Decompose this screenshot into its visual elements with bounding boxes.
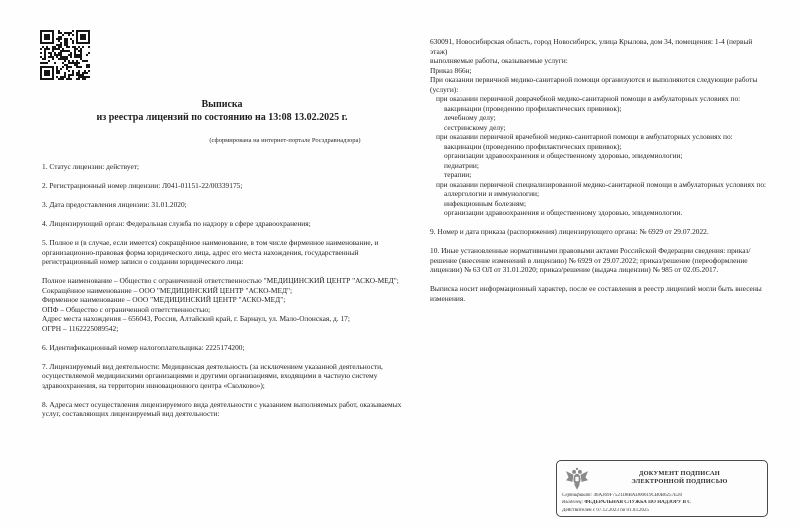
service-line: при оказании первичной доврачебной медико-санитарной помощи в амбулаторных условиях по: — [436, 94, 741, 103]
stamp-title-line1: ДОКУМЕНТ ПОДПИСАН — [639, 470, 720, 477]
owner-value: ФЕДЕРАЛЬНАЯ СЛУЖБА ПО НАДЗОРУ В С — [584, 500, 691, 506]
paragraph-grant-date: 3. Дата предоставления лицензии: 31.01.2020; — [42, 200, 187, 209]
service-line: организации здравоохранения и общественному здоровью, эпидемиологии. — [444, 208, 683, 217]
owner-label: Владелец: — [562, 500, 584, 506]
order-reference: Приказ 866н; — [430, 65, 472, 75]
left-column — [42, 162, 410, 428]
activity-address: 630091, Новосибирская область, город Новосибирск, улица Крылова, дом 34, помещения: 1-4 (первый этаж) — [430, 37, 753, 56]
certificate-label: Сертификат: — [562, 493, 593, 498]
service-line: при оказании первичной специализированной медико-санитарной помощи в амбулаторных условиях по: — [436, 179, 767, 189]
works-services-label: выполняемые работы, оказываемые услуги: — [430, 56, 568, 65]
paragraph-activity-type: 7. Лицензируемый вид деятельности: Медицинская деятельность (за исключением указанной деятельности, осуществляемой медицинскими организациями и другими организациями, входящими в частную систему здравоохранения, на территории инновационного центра «Сколково»); — [42, 361, 383, 390]
service-line: аллергологии и иммунологии; — [444, 189, 540, 198]
title-line1: Выписка — [201, 99, 243, 110]
service-line: инфекционным болезням; — [444, 198, 526, 208]
paragraph-disclaimer: Выписка носит информационный характер, после ее составления в реестр лицензий могли быть внесены изменения. — [430, 284, 762, 303]
coat-of-arms-icon — [562, 464, 592, 492]
stamp-certificate-line — [562, 493, 762, 499]
document-title — [60, 98, 384, 124]
service-line: организации здравоохранения и общественному здоровью, эпидемиологии; — [444, 151, 683, 160]
signature-stamp — [556, 460, 768, 517]
paragraph-inn: 6. Идентификационный номер налогоплательщика: 2225174200; — [42, 342, 245, 352]
stamp-header — [562, 464, 762, 492]
paragraph-activity-addresses: 8. Адреса мест осуществления лицензируемого вида деятельности с указанием выполняемых работ, оказываемых услуг, составляющих лицензируемый вид деятельности: — [42, 399, 402, 418]
stamp-validity-line: Действителен с 07.12.2023 по 01.03.2025 — [562, 507, 649, 513]
title-line2: из реестра лицензий по состоянию на 13:08 13.02.2025 г. — [96, 112, 348, 123]
stamp-owner-line — [562, 500, 762, 506]
org-short-name: Сокращённое наименование – ООО "МЕДИЦИНСКИЙ ЦЕНТР "АСКО-МЕД"; — [42, 285, 293, 295]
qr-code — [40, 30, 92, 82]
paragraph-other-info: 10. Иные установленные нормативными правовыми актами Российской Федерации сведения: приказ/решение (внесение изменений в лицензию) № 6929 от 29.07.2022; приказ/решение (переоформление лицензии) № 63 ОЛ от 31.01.2020; приказ/решение (выдача лицензии) № 985 от 02.05.2017. — [430, 246, 751, 274]
service-line: педиатрии; — [444, 160, 479, 170]
paragraph-registration-number: 2. Регистрационный номер лицензии: Л041-01151-22/00339175; — [42, 181, 243, 190]
stamp-title — [597, 470, 762, 486]
stamp-title-line2: ЭЛЕКТРОННОЙ ПОДПИСЬЮ — [631, 478, 728, 485]
certificate-value: 46A369F7521D8BAD00619CB0B6257E20 — [593, 493, 683, 498]
service-line: при оказании первичной врачебной медико-санитарной помощи в амбулаторных условиях по: — [436, 132, 733, 141]
service-line: терапии; — [444, 170, 472, 179]
paragraph-license-status: 1. Статус лицензии: действует; — [42, 162, 140, 171]
paragraph-org-name-heading: 5. Полное и (в случае, если имеется) сокращённое наименование, в том числе фирменное наименование, и организационно-правовая форма юридического лица, адрес его места нахождения, государственный регистрационный номер записи о создании юридического лица: — [42, 238, 379, 266]
org-legal-form: ОПФ – Общество с ограниченной ответственностью; — [42, 304, 211, 314]
service-line: лечебному делу; — [444, 113, 496, 122]
org-address: Адрес места нахождения – 656043, Россия, Алтайский край, г. Барнаул, ул. Мало-Олонская, д. 17; — [42, 314, 350, 323]
organization-details — [42, 276, 410, 333]
org-brand-name: Фирменное наименование – ООО "МЕДИЦИНСКИЙ ЦЕНТР "АСКО-МЕД"; — [42, 295, 286, 304]
service-line: вакцинации (проведению профилактических прививок); — [444, 103, 622, 113]
service-line: сестринскому делу; — [444, 122, 506, 132]
right-column — [430, 37, 770, 313]
org-ogrn: ОГРН – 1162225089542; — [42, 323, 119, 333]
service-line: вакцинации (проведению профилактических прививок); — [444, 141, 622, 151]
org-full-name: Полное наименование – Общество с ограниченной ответственностью "МЕДИЦИНСКИЙ ЦЕНТР "АСКО-МЕД"; — [42, 276, 399, 285]
service-line: При оказании первичной медико-санитарной помощи организуются и выполняются следующие работы (услуги): — [430, 75, 758, 94]
paragraph-order-number: 9. Номер и дата приказа (распоряжения) лицензирующего органа: № 6929 от 29.07.2022. — [430, 227, 709, 236]
document-subtitle: (сформирована на интернет-портале Росздравнадзора) — [209, 137, 361, 144]
paragraph-licensing-authority: 4. Лицензирующий орган: Федеральная служба по надзору в сфере здравоохранения; — [42, 219, 311, 228]
